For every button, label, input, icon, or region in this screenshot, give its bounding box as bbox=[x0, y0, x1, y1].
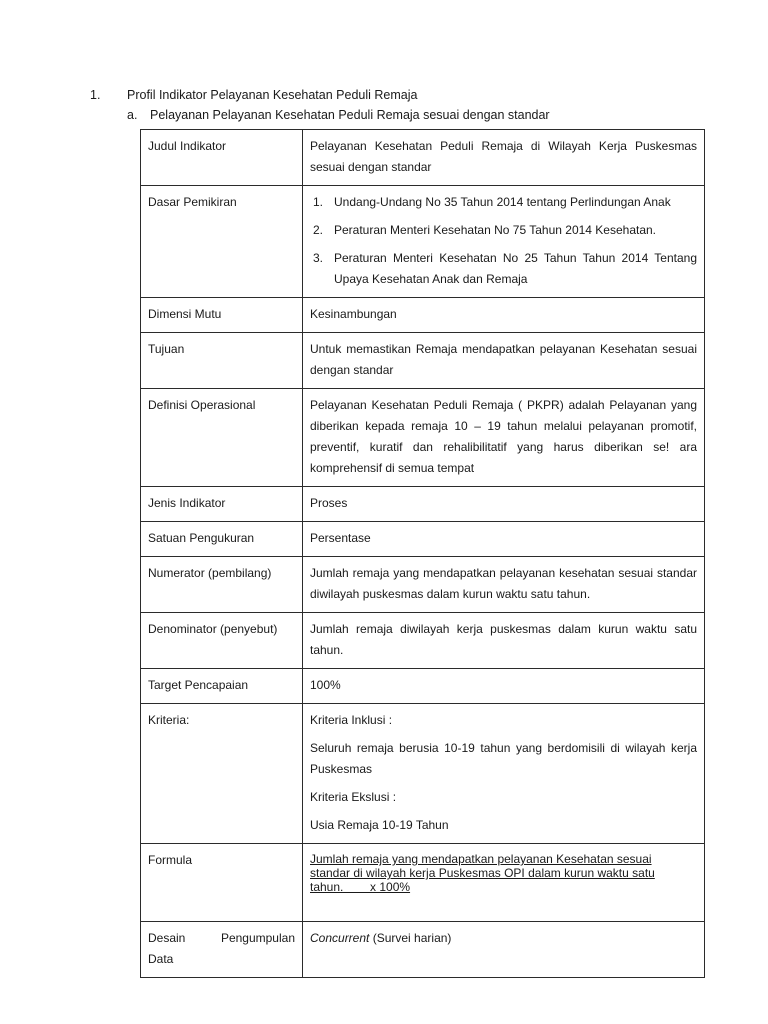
section-number: 1. bbox=[90, 88, 101, 102]
list-item: 3. Peraturan Menteri Kesehatan No 25 Tahun Tahun 2014 Tentang Upaya Kesehatan Anak dan Remaja bbox=[313, 251, 697, 286]
row-label: Jenis Indikator bbox=[141, 487, 303, 522]
row-label bbox=[141, 922, 303, 978]
table-row-jenis bbox=[141, 487, 705, 522]
table-row-definisi bbox=[141, 389, 705, 487]
row-value bbox=[303, 704, 705, 844]
subsection-heading bbox=[127, 108, 550, 122]
table-row-judul bbox=[141, 130, 705, 186]
label-word: Data bbox=[148, 952, 174, 966]
indicator-profile-table bbox=[140, 129, 705, 978]
row-label: Dasar Pemikiran bbox=[141, 186, 303, 298]
desain-method: Concurrent bbox=[310, 931, 370, 945]
kriteria-eksklusi-text: Usia Remaja 10-19 Tahun bbox=[310, 818, 449, 832]
table-row-satuan bbox=[141, 522, 705, 557]
desain-note: (Survei harian) bbox=[369, 931, 452, 945]
row-label: Denominator (penyebut) bbox=[141, 613, 303, 669]
table-row-desain bbox=[141, 922, 705, 978]
subsection-letter: a. bbox=[127, 108, 138, 122]
table-row-formula bbox=[141, 844, 705, 922]
row-label: Satuan Pengukuran bbox=[141, 522, 303, 557]
table-row-target bbox=[141, 669, 705, 704]
kriteria-inklusi-title: Kriteria Inklusi : bbox=[310, 713, 393, 727]
row-label: Tujuan bbox=[141, 333, 303, 389]
table-row-kriteria bbox=[141, 704, 705, 844]
list-item: 1. Undang-Undang No 35 Tahun 2014 tentang Perlindungan Anak bbox=[313, 195, 671, 209]
kriteria-eksklusi-title: Kriteria Ekslusi : bbox=[310, 790, 397, 804]
label-word: Desain bbox=[148, 931, 186, 945]
formula bbox=[310, 850, 697, 914]
row-value bbox=[303, 844, 705, 922]
kriteria-inklusi-text: Seluruh remaja berusia 10-19 tahun yang berdomisili di wilayah kerja Puskesmas bbox=[310, 741, 697, 776]
dasar-list bbox=[310, 192, 697, 290]
row-value bbox=[303, 186, 705, 298]
section-title: Profil Indikator Pelayanan Kesehatan Peduli Remaja bbox=[127, 88, 418, 102]
formula-line: standar di wilayah kerja Puskesmas OPI dalam kurun waktu satu bbox=[310, 866, 655, 880]
label-word: Pengumpulan bbox=[220, 931, 295, 945]
row-value bbox=[303, 922, 705, 978]
row-value: Pelayanan Kesehatan Peduli Remaja di Wilayah Kerja Puskesmas sesuai dengan standar bbox=[303, 130, 705, 186]
row-label: Formula bbox=[141, 844, 303, 922]
table-row-tujuan bbox=[141, 333, 705, 389]
subsection-title: Pelayanan Pelayanan Kesehatan Peduli Remaja sesuai dengan standar bbox=[150, 108, 550, 122]
row-value: Persentase bbox=[303, 522, 705, 557]
table-row-denominator bbox=[141, 613, 705, 669]
section-heading bbox=[90, 88, 417, 102]
formula-line: tahun. x 100% bbox=[310, 880, 411, 894]
row-value: Jumlah remaja yang mendapatkan pelayanan kesehatan sesuai standar diwilayah puskesmas dalam kurun waktu satu tahun. bbox=[303, 557, 705, 613]
row-label: Dimensi Mutu bbox=[141, 298, 303, 333]
table-row-numerator bbox=[141, 557, 705, 613]
row-value: Untuk memastikan Remaja mendapatkan pelayanan Kesehatan sesuai dengan standar bbox=[303, 333, 705, 389]
row-label: Definisi Operasional bbox=[141, 389, 303, 487]
table-row-dasar bbox=[141, 186, 705, 298]
row-value: Kesinambungan bbox=[303, 298, 705, 333]
formula-line: Jumlah remaja yang mendapatkan pelayanan Kesehatan sesuai bbox=[310, 852, 652, 866]
row-value: Jumlah remaja diwilayah kerja puskesmas dalam kurun waktu satu tahun. bbox=[303, 613, 705, 669]
row-label: Numerator (pembilang) bbox=[141, 557, 303, 613]
row-value: Pelayanan Kesehatan Peduli Remaja ( PKPR) adalah Pelayanan yang diberikan kepada remaja 10 – 19 tahun melalui pelayanan promotif, preventif, kuratif dan rehalibilitatif yang harus diberikan se! ara komprehensif di semua tempat bbox=[303, 389, 705, 487]
row-label: Target Pencapaian bbox=[141, 669, 303, 704]
row-value: 100% bbox=[303, 669, 705, 704]
list-item: 2. Peraturan Menteri Kesehatan No 75 Tahun 2014 Kesehatan. bbox=[313, 223, 657, 237]
row-label: Judul Indikator bbox=[141, 130, 303, 186]
table-row-dimensi bbox=[141, 298, 705, 333]
row-value: Proses bbox=[303, 487, 705, 522]
row-label: Kriteria: bbox=[141, 704, 303, 844]
